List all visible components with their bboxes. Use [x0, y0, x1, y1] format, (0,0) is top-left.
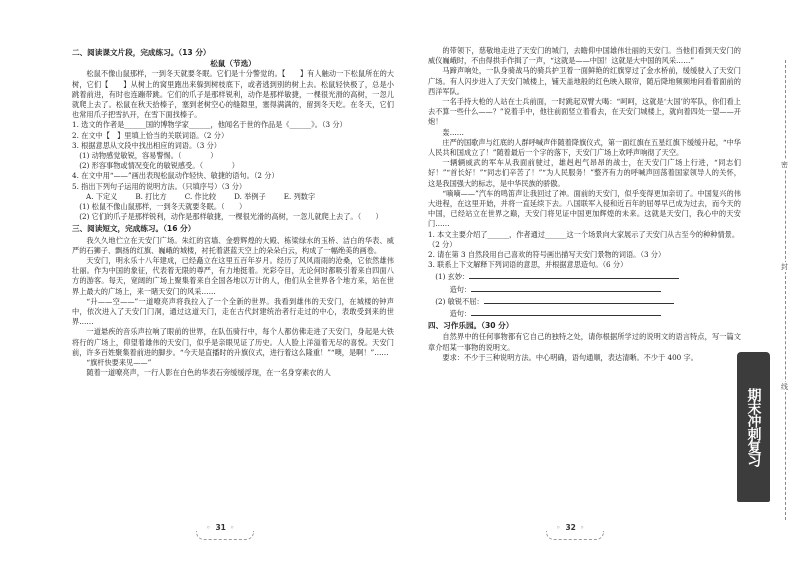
- passage-paragraph: “旗杆快要来见——”: [86, 358, 152, 368]
- passage-title: 松鼠（节选）: [210, 59, 256, 69]
- question: 5. 指出下列句子运用的说明方法。（只填序号）（3 分）: [72, 181, 247, 191]
- question: 3. 根据意思从文段中找出相应的词语。（3 分）: [72, 140, 221, 150]
- section2-title: 二、阅读课文片段，完成练习。（13 分）: [72, 48, 211, 57]
- passage-paragraph: 一名手持大枪的人站在士兵前面，一时跳起双臂大喝：“呵呵，这就是‘大国’的军队，你们看上去不算一些什么——？”说着手中，他往前面竖立着看去，在天安门城楼上，就向着四处一望——开炮！: [428, 97, 741, 127]
- option: A. 下定义: [86, 191, 118, 201]
- passage-paragraph: 随着一道嘹亮声，一行人影在白色的华表石旁缓缓浮现，在一名身穿素衣的人: [86, 368, 331, 378]
- question: 2. 请在第 3 自然段用自己喜欢的符号画出描写天安门景物的词语。（3 分）: [428, 250, 666, 260]
- answer-line-label: 造句：: [450, 283, 741, 295]
- right-column: [428, 46, 741, 363]
- question-item: (2) 形容事物或情况变化的敏锐感受。（ ）: [79, 161, 239, 171]
- seal-char: 线: [781, 383, 788, 391]
- essay-prompt: 自然界中的任何事物都有它自己的独特之处，请你根据所学过的说明文的语言特点，写一篇文章介绍某一事物的说明文。: [428, 332, 741, 352]
- options-row: [86, 192, 394, 202]
- passage-paragraph: 松鼠不像山鼠那样，一到冬天就要冬眠。它们是十分警觉的。【 】有人触动一下松鼠所在的大树，它们【 】从树上的窝里跑出来躲到树枝底下，或者逃到别的树上去。松鼠轻快极了，总是小跳着前进，有时也连蹦带跳。它们的爪子是那样锐利，动作是那样敏捷，一棵很光滑的高树，一忽儿就爬上去了。松鼠在秋天拾榛子，塞到老树空心的缝隙里，塞得满满的，留到冬天吃。在冬天，它们也常用爪子把雪扒开，在雪下面找榛子。: [72, 69, 394, 120]
- page-number: ◦ 31 ◦: [206, 523, 236, 532]
- question: 3. 联系上下文解释下列词语的意思，并根据意思造句。（6 分）: [428, 260, 628, 270]
- passage-paragraph: 庄严的国歌声与红底的人群呼喊声伴随着降旗仪式，第一面红旗在五星红旗下缓缓升起，“中华人民共和国成立了！”随着最后一个字的落下，天安门广场上欢呼声响彻了天空。: [428, 137, 741, 158]
- question-item: (1) 松鼠不像山鼠那样，一到冬天就要冬眠。（ ）: [79, 202, 247, 212]
- review-banner: [737, 352, 770, 502]
- seal-char: 封: [781, 263, 788, 271]
- question: 1. 选文的作者是______国的博物学家______，他闻名于世的作品是《______》。（3 分）: [72, 120, 347, 130]
- option: B. 打比方: [135, 191, 167, 201]
- option: D. 举例子: [234, 191, 266, 201]
- left-column: [72, 46, 394, 379]
- banner-text: 期末冲刺复习: [745, 388, 762, 466]
- passage-paragraph: 一道悬疾的音乐声拉响了眼前的世界，在队伍骑行中，每个人都仿佛走进了天安门，身起是大铁将行的广场上，仰望着雄伟的天安门，似乎是亲眼见证了历史。人人脸上洋溢着无尽的喜悦。天安门前，许多百姓聚集着前进的脚步。“今天是直播时的升旗仪式，进行着这么隆重！”“噢，是啊！”……: [72, 327, 394, 357]
- passage-paragraph: 马蹄声响处，一队身骑战马的骑兵护卫着一面鲜艳的红旗穿过了金水桥前，缓缓驶入了天安门广场。有人闪步进入了天安门城楼上，铺天盖地般的红色映入眼帘，随后降地频频地问看着面前的西洋军队。: [428, 66, 741, 96]
- section4-title: 四、习作乐园。（30 分）: [428, 321, 514, 331]
- passage-paragraph: “升——空——”一道嘹亮声将我拉入了一个全新的世界。我看到雄伟的天安门，在城楼的钟声中，依次进入了天安门门洞，通过这道天门，走在古代封建统治者行走过的中心，表敢受到来的世界……: [72, 296, 394, 327]
- question: 1. 本文主要介绍了______，作者通过______这一个场景向大家展示了天安门从古至今的种种情景。（2 分）: [428, 229, 740, 249]
- right-page: [412, 0, 800, 566]
- question-item: (2) 它们的爪子是那样锐利，动作是那样敏捷，一棵很光滑的高树，一忽儿就爬上去了。（ ）: [79, 212, 383, 222]
- passage-paragraph: 的带领下，慈敬地走进了天安门的城门，去瞻仰中国雄伟壮丽的天安门。当他们看到天安门的威仪巍峨时，不由得拱手作揖了一声，“这就是——中国！这就是大中国的风采……”: [428, 46, 741, 66]
- passage-paragraph: 轰……: [442, 127, 464, 137]
- answer-line-label: 造句：: [450, 307, 741, 319]
- question: 2. 在文中【 】里填上恰当的关联词语。（2 分）: [72, 130, 229, 140]
- passage-paragraph: 一辆辆威武的军车从我面前驶过，雄赳赳气昂昂的战士，在天安门广场上行进，“同志们好！”“首长好！”“同志们辛苦了！”“为人民服务！”整齐有力的呼喊声回荡着国家领导人的关怀，这是我国强大的标志，是中华民族的骄傲。: [428, 158, 741, 188]
- page-number-brace: [546, 531, 604, 540]
- option: C. 作比较: [184, 191, 217, 201]
- essay-requirement: 要求：不少于三种说明方法。中心明确，语句通顺，表达清晰。不少于 400 字。: [442, 352, 698, 362]
- passage-paragraph: 我久久地伫立在天安门广场。朱红的宫墙、金碧辉煌的大殿、栋梁绿水的玉桥、洁白的华表、威严的石狮子、飘扬的红旗、巍峨的城楼，衬托着湛蓝天空上的朵朵白云，构成了一幅绝美的画卷。: [72, 235, 394, 255]
- passage-paragraph: “嘀嘀——”汽车的鸣笛声让我回过了神。面前的天安门，似乎变得更加亲切了。中国复兴的伟大进程，在这里开始，并将一直延续下去。八国联军入侵和近百年的屈辱早已成为过去，而今天的中国，已经站立在世界之巅，天安门将见证中国更加辉煌的未来。这就是天安门，我心中的天安门……: [428, 188, 741, 229]
- section3-title: 三、阅读短文，完成练习。（16 分）: [72, 224, 196, 234]
- question: 4. 在文中用“——”画出表现松鼠动作轻快、敏捷的语句。（2 分）: [72, 171, 279, 181]
- seal-line: [785, 60, 786, 520]
- passage-paragraph: 天安门，明永乐十八年建成，已经矗立在这里五百年岁月。经历了风风雨雨的沧桑，它依然雄伟壮丽。作为中国的象征，代表着无限的尊严，有力地挺着。光彩夺目，无论何时都吸引着来自四面八方的游客。每天，宽阔的广场上聚集着来自全国各地以万计的人，他们从全世界各个地方来，站在世界上最大的广场上，来一睹天安门的风采……: [72, 256, 394, 296]
- question-item: (1) 动物感觉敏锐，容易警惕。（ ）: [79, 151, 218, 161]
- page-number: ◦ 32 ◦: [556, 523, 586, 532]
- option: E. 列数字: [283, 191, 316, 201]
- binding-margin: [730, 0, 800, 566]
- seal-char: 密: [781, 161, 788, 169]
- answer-line-label: (2) 敏锐不屈：: [435, 295, 741, 307]
- answer-line-label: (1) 玄妙：: [435, 270, 741, 282]
- page-number-brace: [196, 531, 254, 540]
